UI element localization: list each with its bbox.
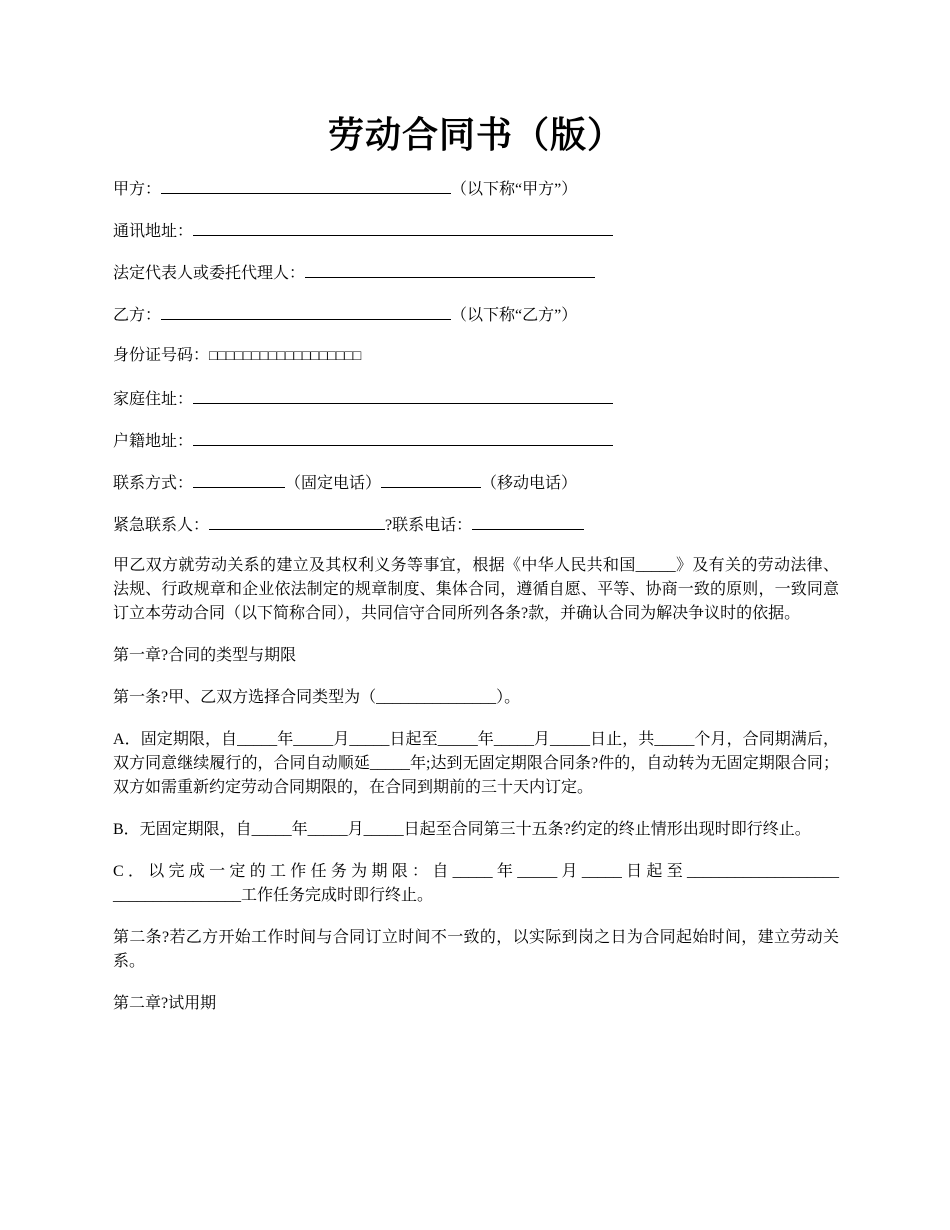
- home-address-line: [113, 386, 839, 410]
- party-a-suffix: （以下称“甲方”）: [451, 181, 578, 198]
- legal-rep-blank[interactable]: [305, 260, 595, 278]
- document-page: [113, 108, 839, 1034]
- address-blank[interactable]: [193, 218, 613, 236]
- article-2: 第二条?若乙方开始工作时间与合同订立时间不一致的，以实际到岗之日为合同起始时间，建立劳动关系。: [113, 929, 839, 970]
- address-line: [113, 218, 839, 242]
- mobile-phone-label: （移动电话）: [481, 475, 578, 492]
- document-title: 劳动合同书（版）: [327, 115, 624, 156]
- party-b-line: [113, 302, 839, 326]
- option-b: B．无固定期限，自_____年_____月_____日起至合同第三十五条?约定的终止情形出现时即行终止。: [113, 821, 811, 838]
- party-b-blank[interactable]: [161, 302, 451, 320]
- party-a-blank[interactable]: [161, 176, 451, 194]
- party-b-label: 乙方：: [113, 307, 162, 324]
- id-number-boxes[interactable]: □□□□□□□□□□□□□□□□□□: [209, 349, 362, 364]
- mobile-phone-blank[interactable]: [381, 470, 481, 488]
- option-c: C．以完成一定的工作任务为期限：自_____年_____月_____日起至___________________ ________________工作任务完成时即行终止。: [113, 863, 839, 904]
- address-label: 通讯地址：: [113, 223, 194, 240]
- party-b-suffix: （以下称“乙方”）: [451, 307, 578, 324]
- emergency-label: 紧急联系人：: [113, 517, 210, 534]
- household-address-label: 户籍地址：: [113, 433, 194, 450]
- household-address-line: [113, 428, 839, 452]
- party-a-line: [113, 176, 839, 200]
- id-number-label: 身份证号码：: [113, 347, 210, 364]
- article-1: 第一条?甲、乙双方选择合同类型为（_______________）。: [113, 689, 521, 706]
- emergency-phone-blank[interactable]: [472, 512, 584, 530]
- legal-rep-label: 法定代表人或委托代理人：: [113, 265, 306, 282]
- id-number-line: [113, 344, 839, 368]
- home-address-blank[interactable]: [193, 386, 613, 404]
- contact-label: 联系方式：: [113, 475, 194, 492]
- fixed-phone-label: （固定电话）: [285, 475, 382, 492]
- party-a-label: 甲方：: [113, 181, 162, 198]
- intro-paragraph: 甲乙双方就劳动关系的建立及其权利义务等事宜，根据《中华人民共和国_____》及有关的劳动法律、法规、行政规章和企业依法制定的规章制度、集体合同，遵循自愿、平等、协商一致的原则，一致同意订立本劳动合同（以下简称合同），共同信守合同所列各条?款，并确认合同为解决争议时的依据。: [113, 557, 839, 622]
- option-a: A．固定期限，自_____年_____月_____日起至_____年_____月_____日止，共_____个月，合同期满后，双方同意继续履行的，合同自动顺延_____年;达到无固定期限合同条?件的，自动转为无固定期限合同；双方如需重新约定劳动合同期限的，在合同到期前的三十天内订定。: [113, 731, 839, 796]
- home-address-label: 家庭住址：: [113, 391, 194, 408]
- chapter-2-heading: 第二章?试用期: [113, 995, 217, 1012]
- household-address-blank[interactable]: [193, 428, 613, 446]
- chapter-1-heading: 第一章?合同的类型与期限: [113, 647, 297, 664]
- emergency-contact-blank[interactable]: [209, 512, 385, 530]
- fixed-phone-blank[interactable]: [193, 470, 285, 488]
- emergency-line: [113, 512, 839, 536]
- legal-rep-line: [113, 260, 839, 284]
- emergency-phone-label: ?联系电话：: [385, 517, 473, 534]
- contact-line: [113, 470, 839, 494]
